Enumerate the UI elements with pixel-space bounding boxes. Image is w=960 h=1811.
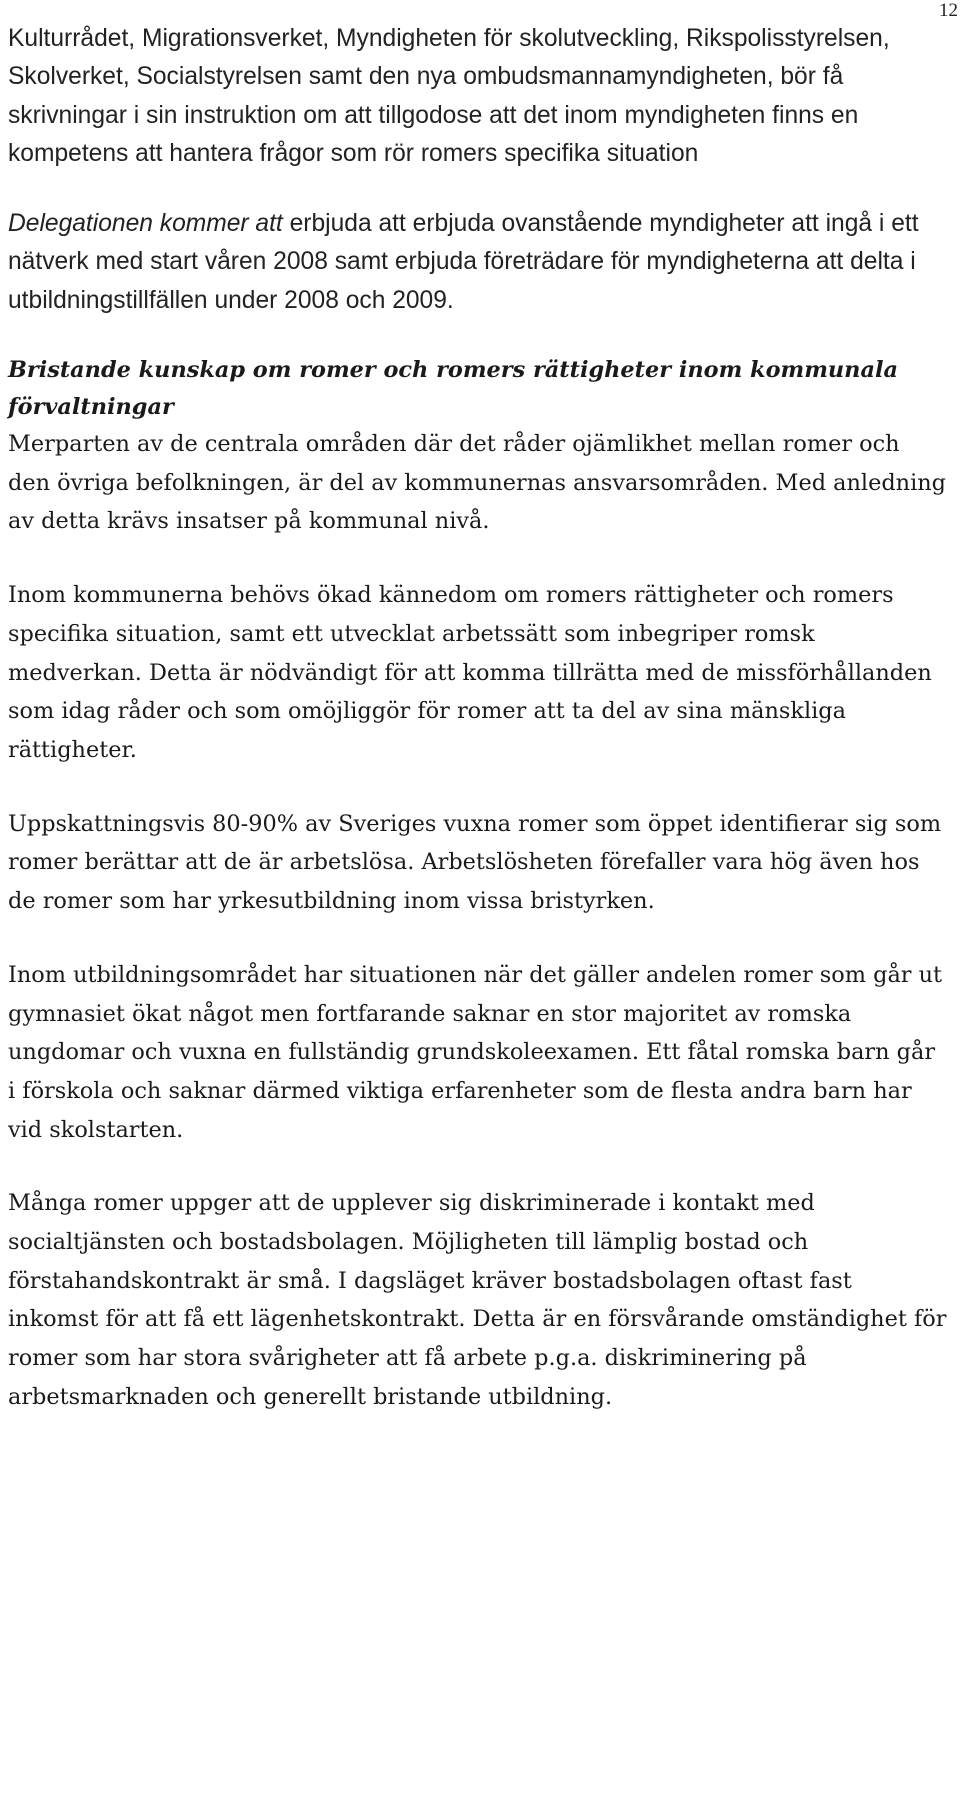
paragraph-gap [8,1149,948,1184]
paragraph-unemployment: Uppskattningsvis 80-90% av Sveriges vuxna romer som öppet identifierar sig som romer berättar att de är arbetslösa. Arbetslösheten förefaller vara hög även hos de romer som har yrkesutbildning inom vissa bristyrken. [8,810,942,915]
paragraph-gap [8,541,948,576]
paragraph-municipal-knowledge: Inom kommunerna behövs ökad kännedom om romers rättigheter och romers specifika situation, samt ett utvecklat arbetssätt som inbegriper romsk medverkan. Detta är nödvändigt för att komma tillrätta med de missförhållanden som idag råder och som omöjliggör för romer att ta del av sina mänskliga rättigheter. [8,582,932,763]
paragraph-delegation [8,205,948,320]
section-heading: Bristande kunskap om romer och romers rättigheter inom kommunala förvaltningar [8,357,898,420]
page-number: 12 [939,0,958,21]
paragraph-delegation-text: erbjuda att erbjuda ovanstående myndigheter att ingå i ett nätverk med start våren 2008 samt erbjuda företrädare för myndigheterna att delta i utbildningstillfällen under 2008 och 2009. [8,210,919,314]
paragraph-delegation-italic: Delegationen kommer att [8,210,283,238]
paragraph-municipal-areas: Merparten av de centrala områden där det råder ojämlikhet mellan romer och den övriga befolkningen, är del av kommunernas ansvarsområden. Med anledning av detta krävs insatser på kommunal nivå. [8,431,947,535]
document-body [8,20,948,1417]
paragraph-education: Inom utbildningsområdet har situationen när det gäller andelen romer som går ut gymnasiet ökat något men fortfarande saknar en stor majoritet av romska ungdomar och vuxna en fullständig grundskoleexamen. Ett fåtal romska barn går i förskola och saknar därmed viktiga erfarenheter som de flesta andra barn har vid skolstarten. [8,961,943,1143]
paragraph-gap [8,320,948,352]
paragraph-gap [8,921,948,956]
paragraph-gap [8,770,948,805]
paragraph-authorities: Kulturrådet, Migrationsverket, Myndigheten för skolutveckling, Rikspolisstyrelsen, Skolverket, Socialstyrelsen samt den nya ombudsmannamyndigheten, bör få skrivningar i sin instruktion om att tillgodose att det inom myndigheten finns en kompetens att hantera frågor som rör romers specifika situation [8,25,890,167]
paragraph-gap [8,173,948,205]
paragraph-housing: Många romer uppger att de upplever sig diskriminerade i kontakt med socialtjänsten och bostadsbolagen. Möjligheten till lämplig bostad och förstahandskontrakt är små. I dagsläget kräver bostadsbolagen oftast fast inkomst för att få ett lägenhetskontrakt. Detta är en försvårande omständighet för romer som har stora svårigheter att få arbete p.g.a. diskriminering på arbetsmarknaden och generellt bristande utbildning. [8,1190,947,1410]
